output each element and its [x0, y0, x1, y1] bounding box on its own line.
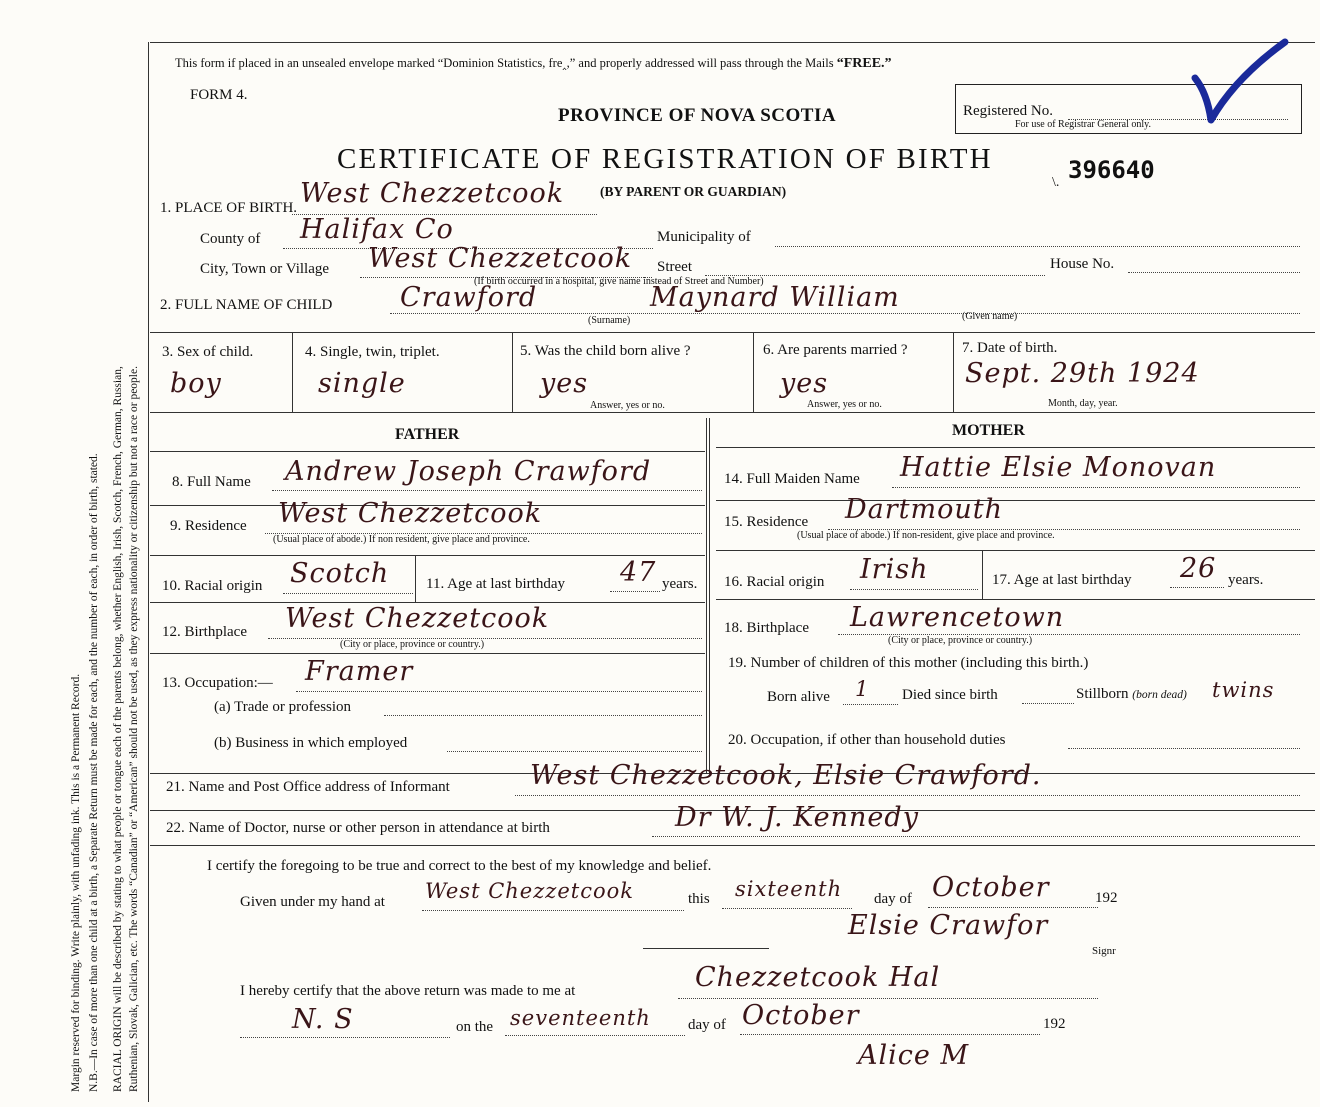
doctor-label: 22. Name of Doctor, nurse or other person in attendance at birth — [166, 820, 550, 836]
city-value: West Chezzetcook — [368, 243, 633, 274]
father-birthplace-label: 12. Birthplace — [162, 624, 247, 640]
father-occupation-line — [296, 691, 702, 692]
given-name-note: (Given name) — [962, 311, 1018, 322]
mother-age-value: 26 — [1180, 553, 1217, 584]
registrar-year: 192 — [1043, 1016, 1066, 1032]
father-mother-divider — [706, 418, 710, 773]
registrar-signature: Alice M — [858, 1040, 970, 1071]
father-birthplace-line — [268, 638, 702, 639]
doctor-bottom-rule — [150, 845, 1315, 846]
row3-bottom-rule — [150, 412, 1315, 413]
died-since-label: Died since birth — [902, 687, 998, 703]
mother-heading-rule — [716, 447, 1315, 448]
father-racial-value: Scotch — [290, 558, 390, 589]
married-value: yes — [780, 368, 829, 399]
mother-occupation-line — [1068, 748, 1300, 749]
registered-no-note: For use of Registrar General only. — [1015, 119, 1151, 130]
informant-value: West Chezzetcook, Elsie Crawford. — [530, 760, 1042, 791]
mother-heading: MOTHER — [952, 422, 1025, 439]
father-rule-2 — [150, 555, 705, 556]
row3-top-rule — [150, 332, 1315, 333]
father-age-line — [610, 591, 660, 592]
certify-day-of-label: day of — [874, 891, 912, 907]
doctor-value: Dr W. J. Kennedy — [675, 802, 919, 833]
married-note: Answer, yes or no. — [807, 399, 882, 410]
certify-year: 192 — [1095, 890, 1118, 906]
municipality-label: Municipality of — [657, 229, 751, 245]
given-place-line — [422, 910, 684, 911]
registrar-month-line — [740, 1034, 1040, 1035]
margin-racial-2: Ruthenian, Slovak, Galician, etc. The words “Canadian” or “American” should not be used, as they express nationality or citizenship but not a race or people. — [128, 366, 140, 1092]
separator-rule — [643, 948, 769, 949]
father-residence-label: 9. Residence — [170, 518, 247, 534]
certify-day-line — [722, 908, 852, 909]
house-no-label: House No. — [1050, 256, 1115, 272]
mother-rule-1 — [716, 500, 1315, 501]
border-left — [148, 42, 149, 1102]
father-name-line — [272, 490, 702, 491]
mother-racial-label: 16. Racial origin — [724, 574, 825, 590]
mother-name-value: Hattie Elsie Monovan — [900, 452, 1217, 483]
city-label: City, Town or Village — [200, 261, 330, 277]
dob-label: 7. Date of birth. — [962, 340, 1058, 356]
given-under-label: Given under my hand at — [240, 894, 385, 910]
street-label: Street — [657, 259, 692, 275]
margin-racial-1: RACIAL ORIGIN will be described by stating to what people or tongue each of the parents belong, whether English, Irish, Scotch, French, German, Russian, — [112, 366, 124, 1092]
stillborn-label — [1076, 686, 1187, 703]
father-birthplace-value: West Chezzetcook — [285, 603, 550, 634]
father-racial-label: 10. Racial origin — [162, 578, 263, 594]
place-of-birth-label: 1. PLACE OF BIRTH. — [160, 200, 298, 216]
mother-racial-divider — [982, 551, 983, 599]
checkmark-icon — [1185, 38, 1295, 128]
registrar-day-line — [505, 1035, 685, 1036]
form-number: FORM 4. — [190, 87, 248, 103]
mother-name-line — [892, 487, 1300, 488]
mother-racial-line — [850, 589, 978, 590]
mother-birthplace-note: (City or place, province or country.) — [888, 635, 1033, 646]
sex-label: 3. Sex of child. — [162, 344, 254, 360]
mother-children-label: 19. Number of children of this mother (including this birth.) — [728, 655, 1089, 671]
dob-note: Month, day, year. — [1048, 398, 1118, 409]
stamp-mark: \. — [1052, 175, 1060, 190]
certify-month-line — [928, 907, 1098, 908]
born-alive-line — [843, 704, 898, 705]
certify-statement: I certify the foregoing to be true and correct to the best of my knowledge and belief. — [207, 858, 712, 874]
row3-divider-4 — [953, 333, 954, 412]
registrar-month-value: October — [742, 1000, 860, 1031]
alive-value: yes — [540, 368, 589, 399]
mail-notice-free: “FREE.” — [836, 56, 892, 71]
mail-notice — [175, 55, 892, 72]
father-residence-note: (Usual place of abode.) If non resident, give place and province. — [273, 534, 530, 545]
father-name-value: Andrew Joseph Crawford — [285, 456, 652, 487]
father-heading: FATHER — [395, 426, 460, 443]
alive-note: Answer, yes or no. — [590, 400, 665, 411]
mother-rule-2 — [716, 550, 1315, 551]
mother-age-label: 17. Age at last birthday — [992, 572, 1132, 588]
father-business-line — [447, 751, 702, 752]
place-of-birth-value: West Chezzetcook — [300, 178, 565, 209]
registrar-place-line — [678, 998, 1098, 999]
mother-occupation-label: 20. Occupation, if other than household duties — [728, 732, 1006, 748]
mother-residence-value: Dartmouth — [845, 494, 1003, 525]
father-residence-value: West Chezzetcook — [278, 498, 543, 529]
father-rule-4 — [150, 653, 705, 654]
father-name-label: 8. Full Name — [172, 474, 251, 490]
mail-notice-text: This form if placed in an unsealed envelope marked “Dominion Statistics, fre‸,” and properly addressed will pass through the Mails — [175, 56, 837, 70]
border-top — [150, 42, 1315, 43]
mother-residence-label: 15. Residence — [724, 514, 809, 530]
municipality-line — [775, 246, 1300, 247]
father-age-label: 11. Age at last birthday — [426, 576, 565, 592]
born-alive-label: Born alive — [767, 689, 830, 705]
certificate-title: CERTIFICATE OF REGISTRATION OF BIRTH — [337, 143, 993, 175]
informant-line — [515, 795, 1300, 796]
doctor-line — [652, 836, 1300, 837]
row3-divider-1 — [292, 333, 293, 412]
mother-birthplace-value: Lawrencetown — [850, 602, 1065, 633]
father-age-value: 47 — [620, 557, 657, 588]
sign-label: Signr — [1092, 945, 1116, 957]
born-alive-value: 1 — [855, 677, 870, 701]
province-heading: PROVINCE OF NOVA SCOTIA — [558, 105, 837, 126]
county-value: Halifax Co — [300, 214, 454, 245]
father-age-years: years. — [662, 576, 698, 592]
dob-value: Sept. 29th 1924 — [965, 358, 1200, 389]
by-parent-note: (BY PARENT OR GUARDIAN) — [600, 184, 787, 199]
mother-name-label: 14. Full Maiden Name — [724, 471, 860, 487]
father-occupation-label: 13. Occupation:— — [162, 675, 273, 691]
margin-binding: Margin reserved for binding. Write plainly, with unfading ink. This is a Permanent Record. — [70, 673, 82, 1092]
informant-label: 21. Name and Post Office address of Informant — [166, 779, 450, 795]
row3-divider-2 — [512, 333, 513, 412]
given-place-value: West Chezzetcook — [425, 879, 634, 903]
single-value: single — [318, 368, 406, 399]
registrar-day-value: seventeenth — [510, 1006, 651, 1030]
alive-label: 5. Was the child born alive ? — [520, 343, 691, 359]
mother-rule-3 — [716, 599, 1315, 600]
single-label: 4. Single, twin, triplet. — [305, 344, 440, 360]
father-racial-divider — [415, 556, 416, 602]
child-name-label: 2. FULL NAME OF CHILD — [160, 297, 333, 313]
child-given-name: Maynard William — [650, 282, 900, 313]
father-birthplace-note: (City or place, province or country.) — [340, 639, 485, 650]
father-business-label: (b) Business in which employed — [214, 735, 408, 751]
on-the-label: on the — [456, 1019, 494, 1035]
row3-divider-3 — [753, 333, 754, 412]
died-since-line — [1022, 703, 1074, 704]
informant-signature: Elsie Crawfor — [848, 910, 1049, 941]
county-label: County of — [200, 231, 261, 247]
registrar-place-value: Chezzetcook Hal — [695, 962, 941, 993]
mother-residence-note: (Usual place of abode.) If non-resident, give place and province. — [797, 530, 1055, 541]
mother-age-line — [1170, 587, 1224, 588]
father-heading-rule — [150, 451, 705, 452]
stillborn-value: twins — [1212, 678, 1275, 702]
registrar-statement: I hereby certify that the above return was made to me at — [240, 983, 576, 999]
this-label: this — [688, 891, 710, 907]
mother-age-years: years. — [1228, 572, 1264, 588]
house-no-line — [1128, 272, 1300, 273]
mother-birthplace-label: 18. Birthplace — [724, 620, 809, 636]
father-trade-label: (a) Trade or profession — [214, 699, 352, 715]
registrar-day-of-label: day of — [688, 1017, 726, 1033]
certify-day-value: sixteenth — [735, 877, 843, 901]
mother-racial-value: Irish — [860, 554, 929, 585]
registration-number: 396640 — [1068, 156, 1155, 184]
street-note: (If birth occurred in a hospital, give name instead of Street and Number) — [474, 276, 764, 287]
married-label: 6. Are parents married ? — [763, 342, 908, 358]
surname-note: (Surname) — [588, 315, 631, 326]
father-racial-line — [283, 593, 413, 594]
certify-month-value: October — [932, 872, 1050, 903]
child-surname: Crawford — [400, 282, 538, 313]
registrar-province-value: N. S — [292, 1004, 354, 1035]
father-occupation-value: Framer — [305, 656, 414, 687]
margin-nb: N.B.—In case of more than one child at a birth, a Separate Return must be made for each, and the number of each, in order of birth, stated. — [88, 453, 100, 1092]
stillborn-text: Stillborn — [1076, 686, 1129, 702]
registrar-province-line — [240, 1037, 450, 1038]
sex-value: boy — [170, 368, 222, 399]
registered-no-label: Registered No. — [963, 103, 1053, 119]
child-name-line — [390, 313, 1300, 314]
father-trade-line — [384, 715, 702, 716]
stillborn-note: (born dead) — [1132, 689, 1187, 701]
